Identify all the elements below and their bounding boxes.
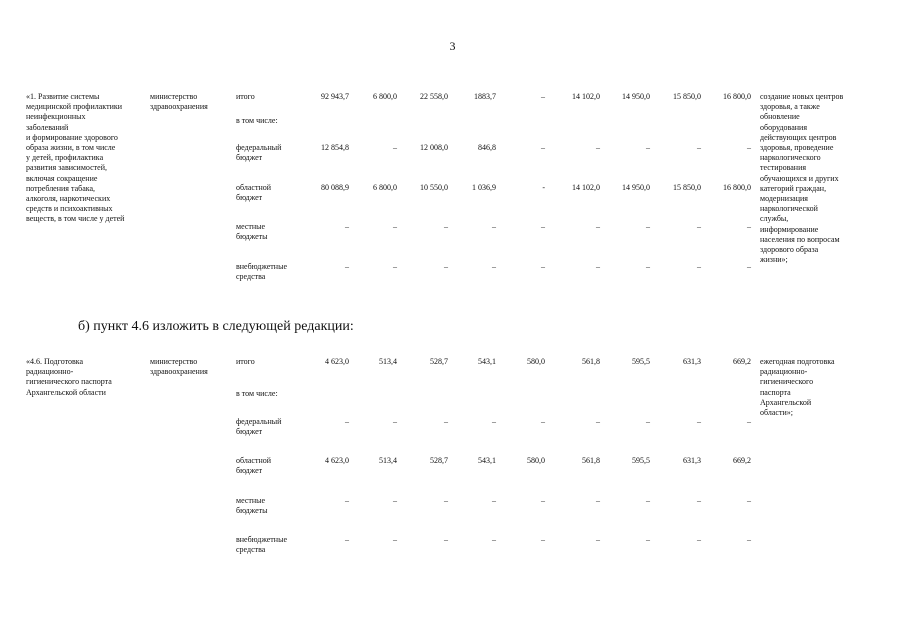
amount-cell: 528,7	[430, 456, 448, 465]
amount-cell: –	[747, 222, 751, 231]
amount-cell: 631,3	[683, 357, 701, 366]
funding-source-label: областной бюджет	[236, 183, 272, 203]
amount-cell: 513,4	[379, 456, 397, 465]
amount-cell: 6 800,0	[373, 183, 397, 192]
funding-source-label: местные бюджеты	[236, 496, 268, 516]
amount-cell: –	[345, 222, 349, 231]
amount-cell: 12 854,8	[321, 143, 349, 152]
amount-cell: 1 036,9	[472, 183, 496, 192]
measure-cell: «4.6. Подготовка радиационно- гигиенического паспорта Архангельской области	[26, 357, 112, 397]
amount-cell: 16 800,0	[723, 92, 751, 101]
amount-cell: 92 943,7	[321, 92, 349, 101]
amount-cell: 561,8	[582, 357, 600, 366]
funding-source-label: федеральный бюджет	[236, 143, 282, 163]
amount-cell: –	[596, 535, 600, 544]
amount-cell: –	[444, 222, 448, 231]
amount-cell: –	[596, 143, 600, 152]
amount-cell: –	[747, 417, 751, 426]
amount-cell: –	[646, 222, 650, 231]
amount-cell: –	[541, 535, 545, 544]
result-cell: создание новых центров здоровья, а также обновление оборудования действующих центров здоровья, проведение наркологического тестирования обучающихся и других категорий граждан, модернизация наркологической службы, информирование населения по вопросам здорового образа жизни»;	[760, 92, 844, 265]
amount-cell: 1883,7	[474, 92, 496, 101]
amount-cell: 14 102,0	[572, 183, 600, 192]
amount-cell: -	[542, 183, 545, 192]
funding-source-label: федеральный бюджет	[236, 417, 282, 437]
amount-cell: –	[393, 222, 397, 231]
amount-cell: –	[646, 417, 650, 426]
amount-cell: 14 950,0	[622, 183, 650, 192]
amount-cell: –	[541, 92, 545, 101]
amount-cell: –	[697, 417, 701, 426]
result-cell: ежегодная подготовка радиационно- гигиенического паспорта Архангельской области»;	[760, 357, 835, 418]
amount-cell: –	[393, 535, 397, 544]
amount-cell: –	[646, 262, 650, 271]
amount-cell: –	[596, 262, 600, 271]
funding-source-label: итого	[236, 357, 255, 366]
amount-cell: –	[541, 496, 545, 505]
funding-source-label: местные бюджеты	[236, 222, 268, 242]
amount-cell: –	[596, 222, 600, 231]
amount-cell: 631,3	[683, 456, 701, 465]
amount-cell: 580,0	[527, 456, 545, 465]
amount-cell: –	[492, 496, 496, 505]
amount-cell: –	[492, 222, 496, 231]
amount-cell: 543,1	[478, 456, 496, 465]
amount-cell: 595,5	[632, 357, 650, 366]
amount-cell: 16 800,0	[723, 183, 751, 192]
amount-cell: –	[646, 496, 650, 505]
amount-cell: 15 850,0	[673, 92, 701, 101]
amount-cell: –	[541, 143, 545, 152]
amount-cell: 528,7	[430, 357, 448, 366]
amount-cell: –	[492, 417, 496, 426]
executor-cell: министерство здравоохранения	[150, 357, 208, 377]
amount-cell: –	[541, 222, 545, 231]
funding-source-label: областной бюджет	[236, 456, 272, 476]
amount-cell: –	[697, 262, 701, 271]
section-heading: б) пункт 4.6 изложить в следующей редакции:	[78, 319, 354, 334]
amount-cell: 669,2	[733, 357, 751, 366]
amount-cell: –	[444, 535, 448, 544]
amount-cell: –	[596, 496, 600, 505]
amount-cell: 6 800,0	[373, 92, 397, 101]
amount-cell: –	[697, 496, 701, 505]
funding-source-label: внебюджетные средства	[236, 262, 287, 282]
amount-cell: 14 950,0	[622, 92, 650, 101]
amount-cell: –	[444, 262, 448, 271]
amount-cell: 80 088,9	[321, 183, 349, 192]
amount-cell: –	[646, 143, 650, 152]
amount-cell: –	[444, 496, 448, 505]
amount-cell: –	[541, 262, 545, 271]
amount-cell: 561,8	[582, 456, 600, 465]
funding-source-label: в том числе:	[236, 116, 278, 125]
amount-cell: –	[747, 535, 751, 544]
amount-cell: –	[747, 143, 751, 152]
amount-cell: 4 623,0	[325, 456, 349, 465]
amount-cell: –	[393, 496, 397, 505]
amount-cell: –	[393, 143, 397, 152]
amount-cell: 15 850,0	[673, 183, 701, 192]
amount-cell: –	[747, 262, 751, 271]
amount-cell: –	[345, 262, 349, 271]
amount-cell: –	[697, 143, 701, 152]
measure-cell: «1. Развитие системы медицинской профилактики неинфекционных заболеваний и формирование здорового образа жизни, в том числе у детей, профилактика развития зависимостей, включая сокращение потребления табака, алкоголя, наркотических средств и психоактивных веществ, в том числе у детей	[26, 92, 125, 224]
amount-cell: –	[393, 417, 397, 426]
amount-cell: –	[747, 496, 751, 505]
amount-cell: –	[345, 535, 349, 544]
amount-cell: –	[444, 417, 448, 426]
amount-cell: –	[541, 417, 545, 426]
amount-cell: 595,5	[632, 456, 650, 465]
funding-source-label: внебюджетные средства	[236, 535, 287, 555]
amount-cell: –	[492, 262, 496, 271]
amount-cell: 846,8	[478, 143, 496, 152]
amount-cell: –	[646, 535, 650, 544]
amount-cell: 14 102,0	[572, 92, 600, 101]
funding-source-label: в том числе:	[236, 389, 278, 398]
amount-cell: –	[697, 535, 701, 544]
page-number: 3	[449, 39, 456, 53]
amount-cell: 580,0	[527, 357, 545, 366]
funding-source-label: итого	[236, 92, 255, 101]
amount-cell: 513,4	[379, 357, 397, 366]
amount-cell: 669,2	[733, 456, 751, 465]
amount-cell: –	[345, 417, 349, 426]
amount-cell: –	[393, 262, 397, 271]
amount-cell: –	[492, 535, 496, 544]
amount-cell: 22 558,0	[420, 92, 448, 101]
amount-cell: –	[596, 417, 600, 426]
executor-cell: министерство здравоохранения	[150, 92, 208, 112]
amount-cell: 10 550,0	[420, 183, 448, 192]
amount-cell: 543,1	[478, 357, 496, 366]
amount-cell: 12 008,0	[420, 143, 448, 152]
amount-cell: 4 623,0	[325, 357, 349, 366]
amount-cell: –	[345, 496, 349, 505]
amount-cell: –	[697, 222, 701, 231]
